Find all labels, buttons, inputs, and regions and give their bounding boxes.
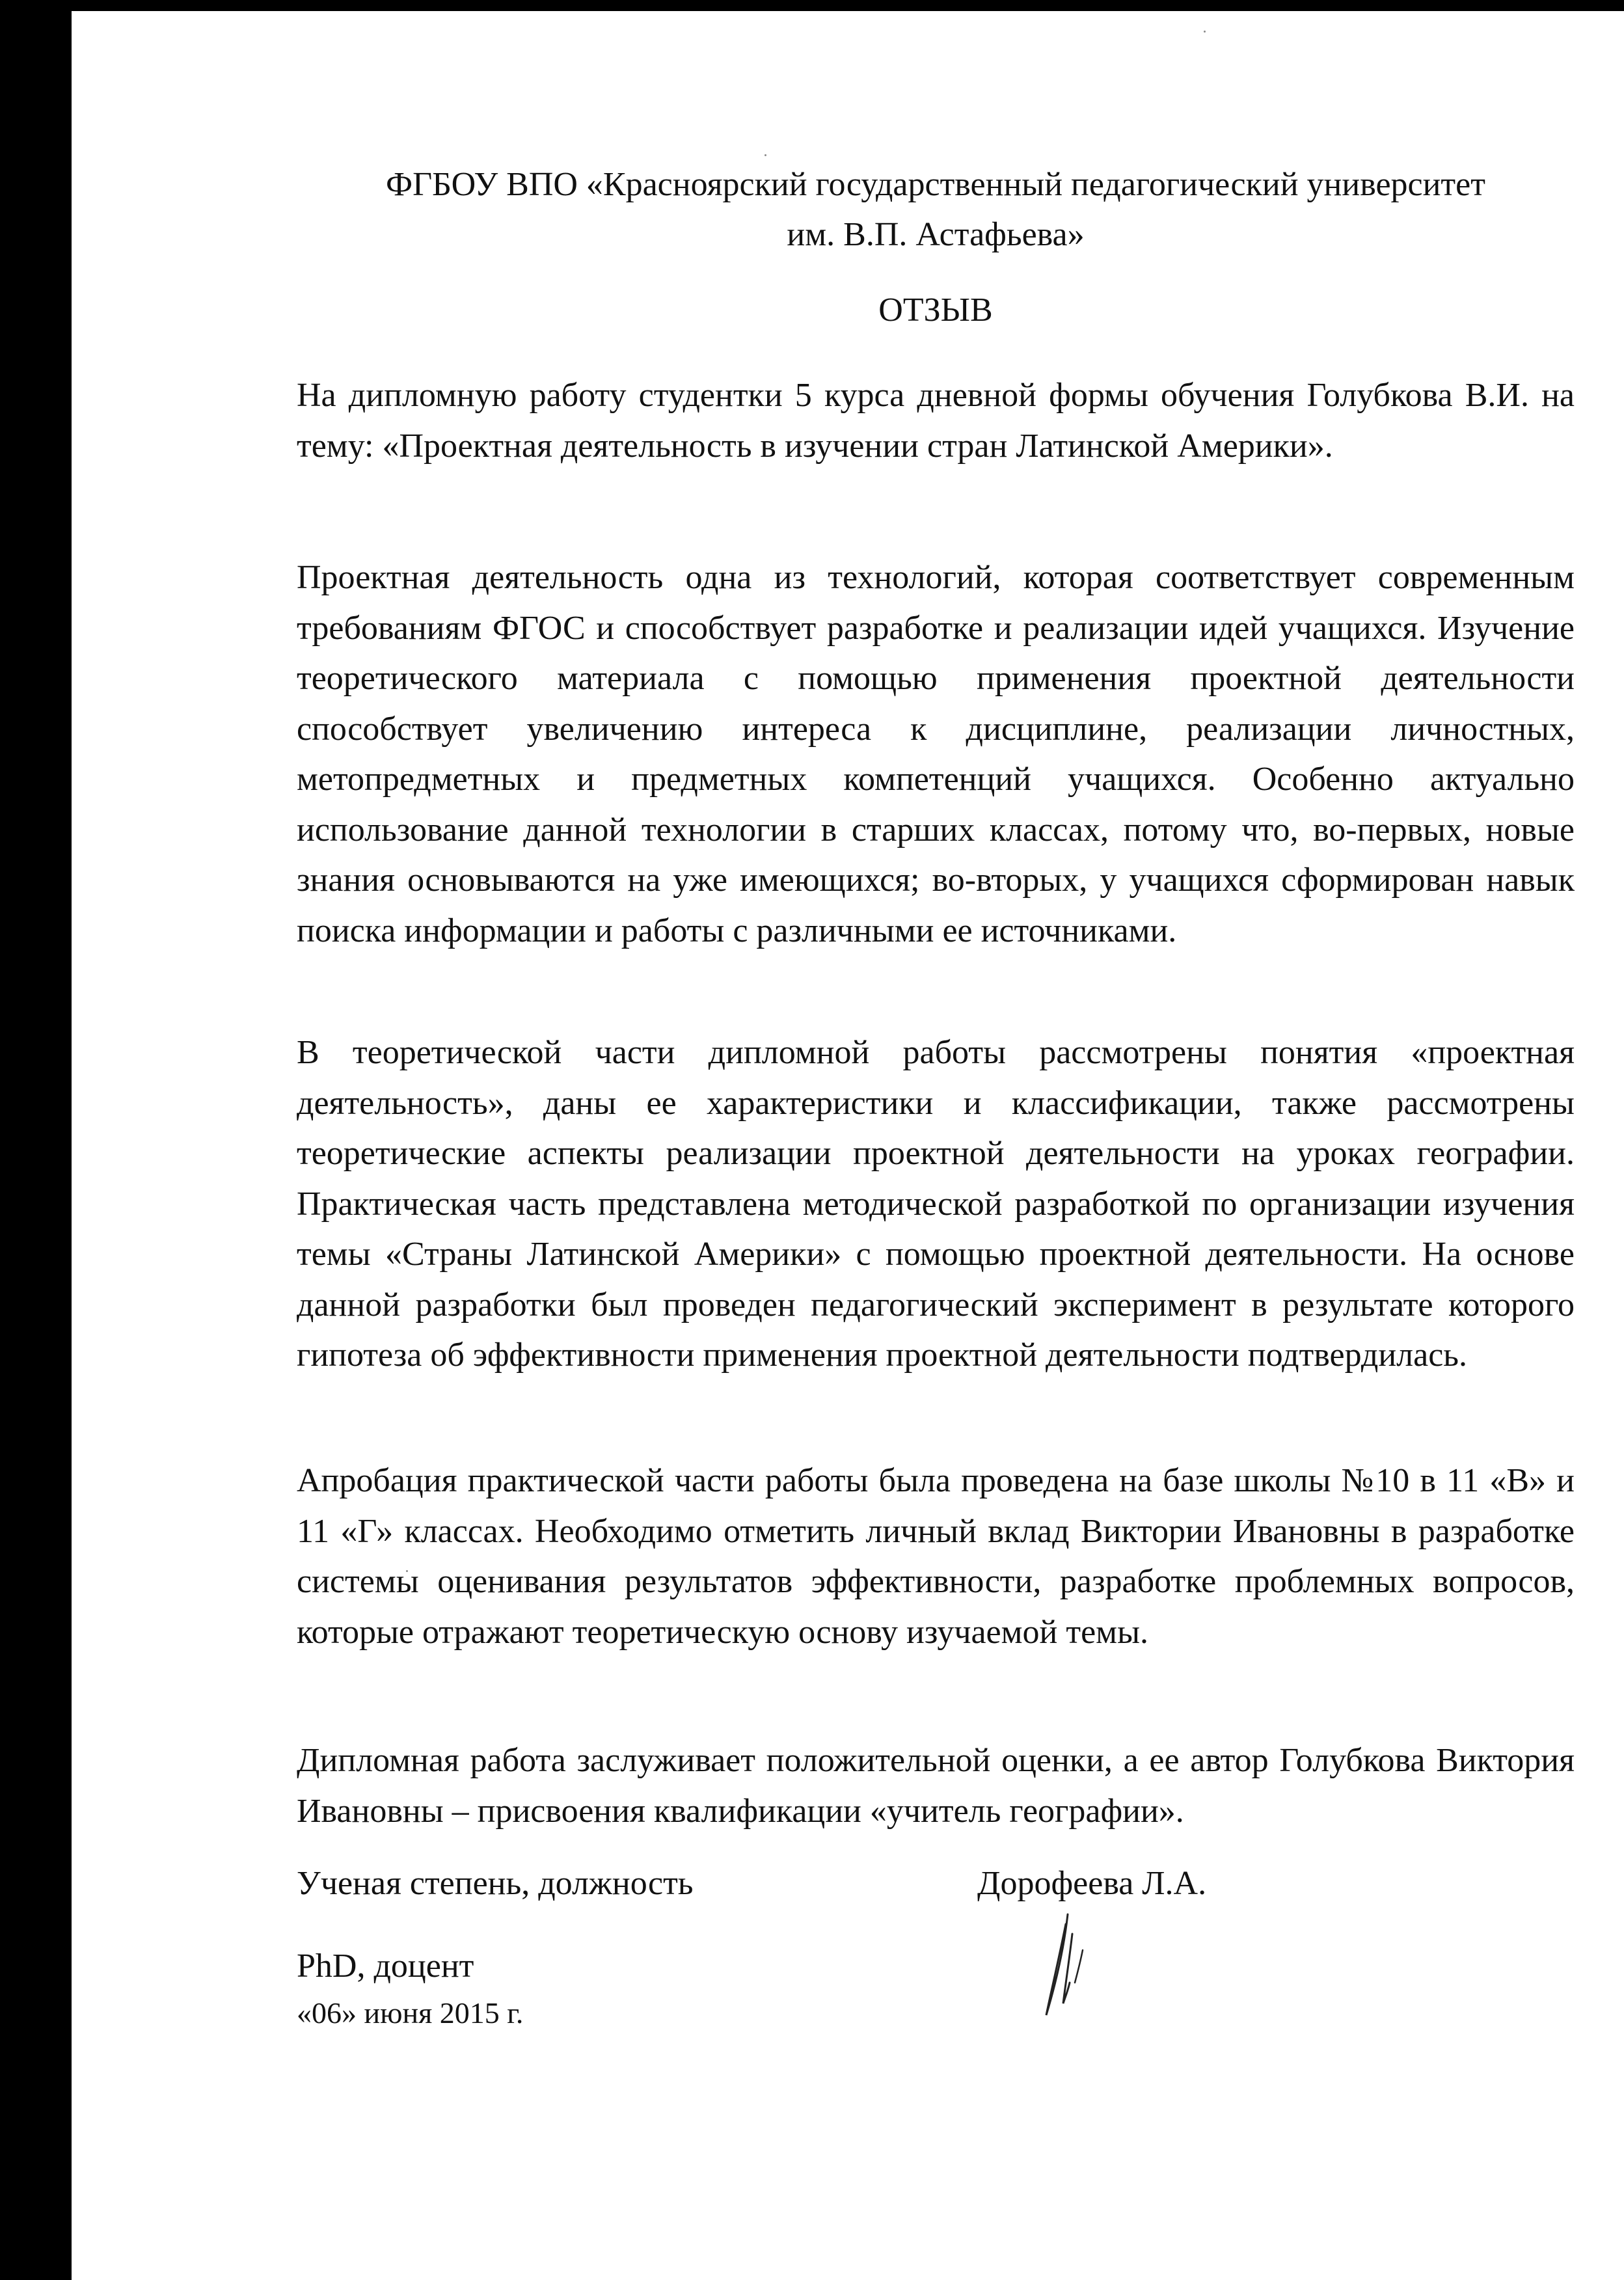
paragraph-content: В теоретической части дипломной работы рассмотрены понятия «проектная деятельность», даны ее характеристики и классификации, также рассмотрены теоретические аспекты реализации проектной деятельности на уроках географии. Практическая часть представлена методической разработкой по организации изучения темы «Страны Латинской Америки» с помощью проектной деятельности. На основе данной разработки был проведен педагогический эксперимент в результате которого гипотеза об эффективности применения проектной деятельности подтвердилась. bbox=[297, 1034, 1575, 1374]
reviewer-degree: PhD, доцент bbox=[297, 1948, 474, 1985]
paragraph-approbation: Апробация практической части работы была проведена на базе школы №10 в 11 «В» и 11 «Г» классах. Необходимо отметить личный вклад Виктории Ивановны в разработке системы оценивания результатов эффективности, разработке проблемных вопросов, которые отражают теоретическую основу изучаемой темы. bbox=[297, 1462, 1575, 1651]
header-line-1: ФГБОУ ВПО «Красноярский государственный педагогический университет bbox=[386, 166, 1485, 203]
scan-speck bbox=[765, 154, 766, 156]
header-line-2: им. В.П. Астафьева» bbox=[787, 216, 1085, 253]
institution-header bbox=[297, 159, 1575, 260]
document-page bbox=[72, 11, 1624, 2280]
reviewer-name: Дорофеева Л.А. bbox=[977, 1865, 1207, 1902]
scan-speck bbox=[1204, 31, 1206, 33]
document-title: ОТЗЫВ bbox=[878, 292, 993, 329]
academic-degree-label: Ученая степень, должность bbox=[297, 1865, 694, 1902]
paragraph-relevance: Проектная деятельность одна из технологий, которая соответствует современным требованиям ФГОС и способствует разработке и реализации идей учащихся. Изучение теоретического материала с помощью применения проектной деятельности способствует увеличению интереса к дисциплине, реализации личностных, метопредметных и предметных компетенций учащихся. Особенно актуально использование данной технологии в старших классах, потому что, во-первых, новые знания основываются на уже имеющихся; во-вторых, у учащихся сформирован навык поиска информации и работы с различными ее источниками. bbox=[297, 559, 1575, 949]
review-date: «06» июня 2015 г. bbox=[297, 1996, 524, 2029]
paragraph-subject: На дипломную работу студентки 5 курса дневной формы обучения Голубкова В.И. на тему: «Проектная деятельность в изучении стран Латинской Америки». bbox=[297, 377, 1575, 465]
paragraph-conclusion: Дипломная работа заслуживает положительной оценки, а ее автор Голубкова Виктория Ивановны – присвоения квалификации «учитель географии». bbox=[297, 1742, 1575, 1830]
handwritten-signature-icon bbox=[1032, 1911, 1103, 2022]
